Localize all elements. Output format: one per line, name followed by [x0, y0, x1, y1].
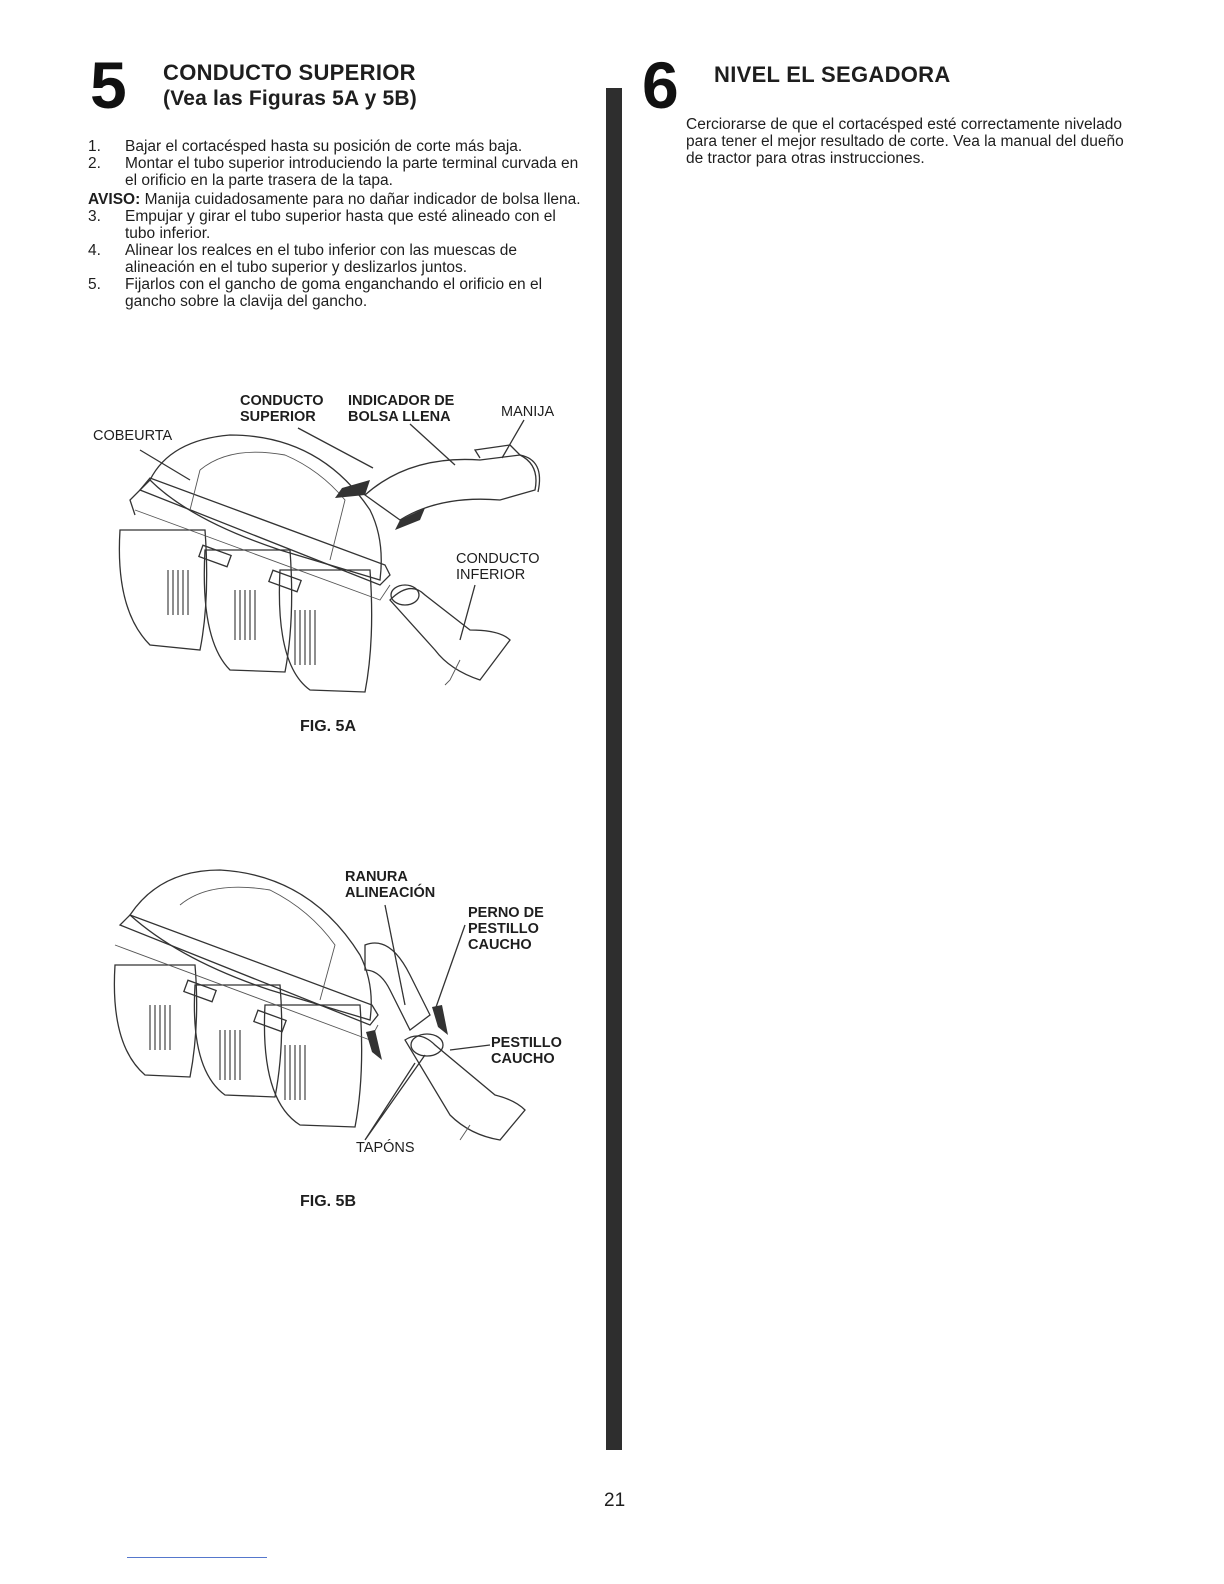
bagger-frame — [120, 915, 378, 1025]
section-5-title: CONDUCTO SUPERIOR — [163, 60, 416, 85]
section-5-subtitle: (Vea las Figuras 5A y 5B) — [163, 87, 417, 110]
list-item — [88, 208, 590, 242]
section-number-6: 6 — [642, 48, 679, 122]
page-number: 21 — [604, 1490, 626, 1511]
list-item — [88, 138, 590, 155]
step-text: Fijarlos con el gancho de goma enganchando el orificio en el gancho sobre la clavija del gancho. — [125, 276, 543, 310]
leader-line — [140, 450, 190, 480]
fig-5b-illustration — [100, 855, 580, 1155]
column-divider — [606, 88, 622, 1450]
bag-left — [114, 965, 196, 1077]
leader-line — [502, 420, 524, 458]
plug — [411, 1034, 443, 1056]
section-5-body — [88, 138, 590, 310]
label-conducto-inferior: CONDUCTO INFERIOR — [456, 551, 540, 583]
section-6-title: NIVEL EL SEGADORA — [714, 62, 951, 87]
step-text: Empujar y girar el tubo superior hasta que esté alineado con el tubo inferior. — [125, 208, 556, 242]
label-conducto-superior: CONDUCTO SUPERIOR — [240, 393, 324, 425]
steps-list-b — [88, 208, 590, 310]
step-number: 2. — [88, 155, 101, 172]
list-item — [88, 276, 590, 310]
aviso-note — [88, 191, 590, 208]
leader-line — [435, 925, 465, 1010]
list-item — [88, 155, 590, 189]
label-tapons: TAPÓNS — [356, 1140, 415, 1156]
step-text: Montar el tubo superior introduciendo la parte terminal curvada en el orificio en la parte trasera de la tapa. — [125, 155, 579, 189]
step-number: 5. — [88, 276, 101, 293]
label-ranura: RANURA ALINEACIÓN — [345, 869, 436, 901]
aviso-label: AVISO: — [88, 191, 141, 208]
aviso-text: Manija cuidadosamente para no dañar indicador de bolsa llena. — [144, 191, 581, 208]
section-number-5: 5 — [90, 48, 127, 122]
leader-line — [460, 585, 475, 640]
label-pestillo: PESTILLO CAUCHO — [491, 1035, 562, 1067]
upper-chute — [365, 455, 536, 520]
step-text: Bajar el cortacésped hasta su posición de corte más baja. — [125, 138, 523, 155]
leader-line — [298, 428, 373, 468]
upper-chute — [365, 943, 430, 1030]
leader-line — [365, 1055, 425, 1140]
leader-line — [450, 1045, 490, 1050]
arrow-indicator — [366, 1030, 382, 1060]
step-number: 3. — [88, 208, 101, 225]
label-indicador: INDICADOR DE BOLSA LLENA — [348, 393, 455, 425]
list-item — [88, 242, 590, 276]
step-number: 4. — [88, 242, 101, 259]
lower-chute — [390, 589, 510, 680]
step-number: 1. — [88, 138, 101, 155]
label-cobeurta: COBEURTA — [93, 428, 173, 444]
leader-line — [385, 905, 405, 1005]
bag-left — [119, 530, 206, 650]
steps-list-a — [88, 138, 590, 189]
bag-right — [279, 570, 371, 692]
label-perno: PERNO DE PESTILLO CAUCHO — [468, 905, 544, 953]
figure-caption-5b: FIG. 5B — [300, 1193, 357, 1210]
footer-line — [127, 1557, 267, 1558]
leader-line — [410, 424, 455, 465]
figure-caption-5a: FIG. 5A — [300, 718, 357, 735]
bag-middle — [204, 550, 291, 672]
section-6-text: Cerciorarse de que el cortacésped esté correctamente nivelado para tener el mejor resultado de corte. Vea la manual del dueño de tractor para otras instrucciones. — [686, 116, 1124, 167]
label-manija: MANIJA — [501, 404, 555, 420]
step-text: Alinear los realces en el tubo inferior con las muescas de alineación en el tubo superior y deslizarlos juntos. — [125, 242, 518, 276]
arrow-indicator — [432, 1005, 448, 1035]
